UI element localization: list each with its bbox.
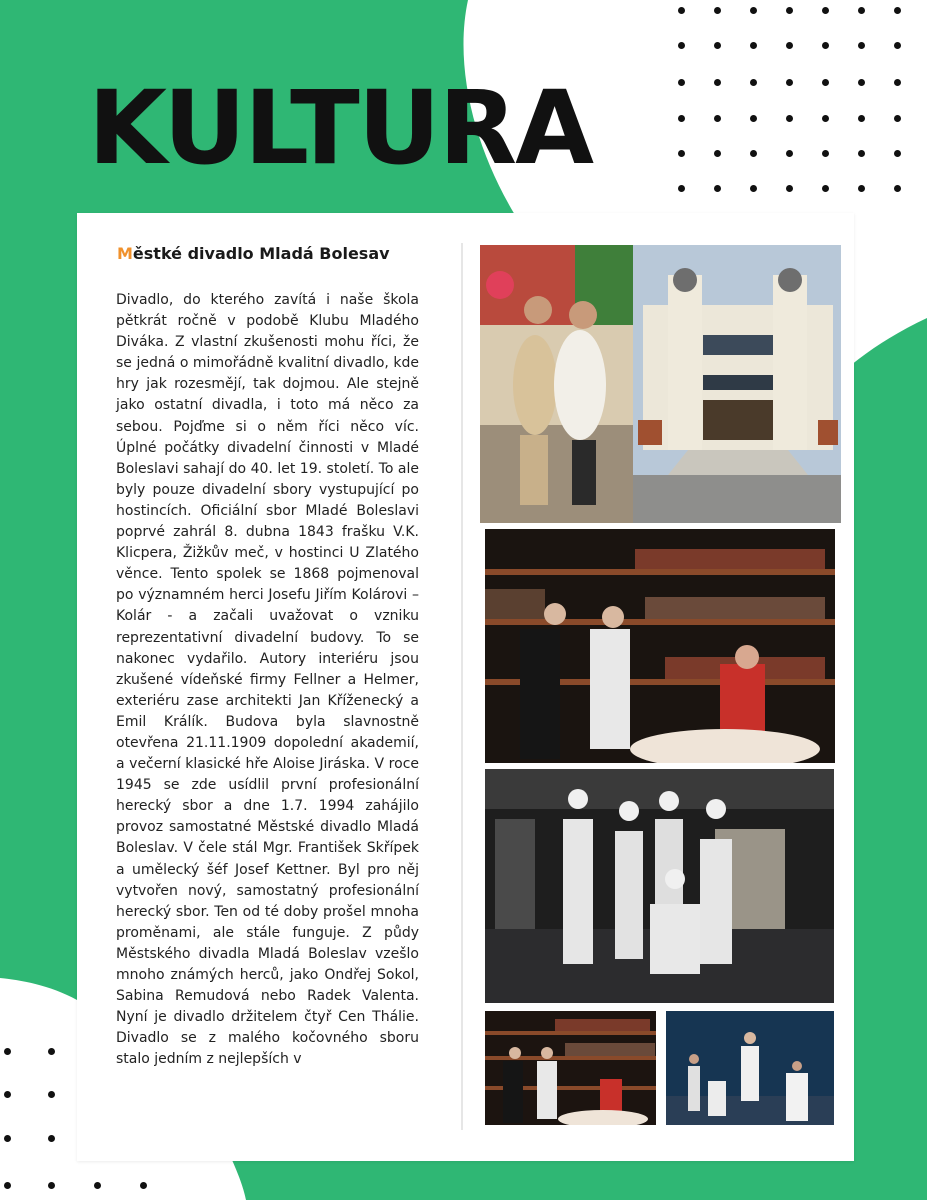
decorative-dot — [894, 185, 901, 192]
decorative-dot — [4, 1135, 11, 1142]
photo-theatre-building — [633, 245, 841, 523]
photo-stage-library-dinner — [485, 529, 835, 763]
decorative-dot — [714, 79, 721, 86]
decorative-dot — [786, 42, 793, 49]
decorative-dot — [822, 185, 829, 192]
decorative-dot — [786, 79, 793, 86]
decorative-dot — [894, 42, 901, 49]
decorative-dot — [140, 1182, 147, 1189]
decorative-dot — [786, 185, 793, 192]
decorative-dot — [714, 7, 721, 14]
decorative-dot — [822, 42, 829, 49]
decorative-dot — [822, 7, 829, 14]
decorative-dot — [678, 42, 685, 49]
decorative-dot — [48, 1091, 55, 1098]
heading-initial: M — [117, 244, 133, 263]
decorative-dot — [678, 115, 685, 122]
decorative-dot — [858, 115, 865, 122]
decorative-dot — [48, 1048, 55, 1055]
decorative-dot — [678, 7, 685, 14]
column-divider — [461, 243, 463, 1130]
decorative-dot — [858, 150, 865, 157]
decorative-dot — [678, 150, 685, 157]
decorative-dot — [858, 7, 865, 14]
decorative-dot — [786, 7, 793, 14]
page-title: KULTURA — [88, 69, 593, 188]
decorative-dot — [750, 42, 757, 49]
photo-stage-dance — [666, 1011, 834, 1125]
decorative-dot — [678, 185, 685, 192]
decorative-dot — [678, 79, 685, 86]
decorative-dot — [714, 42, 721, 49]
decorative-dot — [750, 79, 757, 86]
decorative-dot — [48, 1182, 55, 1189]
photo-two-actors-sofa — [480, 245, 633, 523]
decorative-dot — [786, 150, 793, 157]
decorative-dot — [822, 79, 829, 86]
decorative-dot — [714, 150, 721, 157]
decorative-dot — [822, 115, 829, 122]
decorative-dot — [894, 7, 901, 14]
decorative-dot — [714, 115, 721, 122]
decorative-dot — [94, 1182, 101, 1189]
green-blob-bottom — [232, 1160, 927, 1200]
decorative-dot — [48, 1135, 55, 1142]
decorative-dot — [894, 79, 901, 86]
decorative-dot — [894, 150, 901, 157]
decorative-dot — [894, 115, 901, 122]
decorative-dot — [714, 185, 721, 192]
article-heading — [117, 244, 390, 263]
decorative-dot — [4, 1182, 11, 1189]
decorative-dot — [858, 42, 865, 49]
photo-stage-library-small — [485, 1011, 656, 1125]
decorative-dot — [750, 150, 757, 157]
decorative-dot — [822, 150, 829, 157]
decorative-dot — [4, 1048, 11, 1055]
decorative-dot — [750, 185, 757, 192]
heading-rest: ěstké divadlo Mladá Bolesav — [132, 244, 390, 263]
decorative-dot — [786, 115, 793, 122]
decorative-dot — [750, 115, 757, 122]
decorative-dot — [4, 1091, 11, 1098]
decorative-dot — [858, 185, 865, 192]
photo-stage-workers-helmets — [485, 769, 834, 1003]
article-body: Divadlo, do kterého zavítá i naše škola pětkrát ročně v podobě Klubu Mladého Diváka. Z vlastní zkušenosti mohu říci, že se jedná o mimořádně kvalitní divadlo, kde hry jak rozesmějí, tak dojmou. Ale stejně jako ostatní divadla, i toto má něco za sebou. Pojďme si o něm říci něco víc. Úplné počátky divadelní činnosti v Mladé Boleslavi sahají do 40. let 19. století. To ale byly pouze divadelní sbory vystupující po hostincích. Oficiální sbor Mladé Boleslavi poprvé zahrál 8. dubna 1843 frašku V.K. Klicpera, Žižkův meč, v hostinci U Zlatého věnce. Tento spolek se 1868 pojmenoval po významném herci Josefu Jiřím Kolárovi – Kolár - a začali uvažovat o vzniku reprezentativní divadelní budovy. To se nakonec vydařilo. Autory interiéru jsou zkušené vídeňské firmy Fellner a Helmer, exteriéru zase architekti Jan Kříženecký a Emil Králík. Budova byla slavnostně otevřena 21.11.1909 dopolední akademií, a večerní klasické hře Aloise Jiráska. V roce 1945 se zde usídlil první profesionální herecký sbor a dne 1.7. 1994 zahájilo provoz samostatné Městské divadlo Mladá Boleslav. V čele stál Mgr. František Skřípek a umělecký šéf Josef Kettner. Byl pro něj vytvořen nový, samostatný profesionální herecký sbor. Ten od té doby prošel mnoha proměnami, ale stále funguje. Z půdy Městského divadla Mladá Boleslav vzešlo mnoho známých herců, jako Ondřej Sokol, Sabina Remudová nebo Radek Valenta. Nyní je divadlo držitelem čtyř Cen Thálie. Divadlo se z malého kočovného sboru stalo jedním z nejlepších v — [116, 292, 419, 1068]
decorative-dot — [858, 79, 865, 86]
decorative-dot — [750, 7, 757, 14]
